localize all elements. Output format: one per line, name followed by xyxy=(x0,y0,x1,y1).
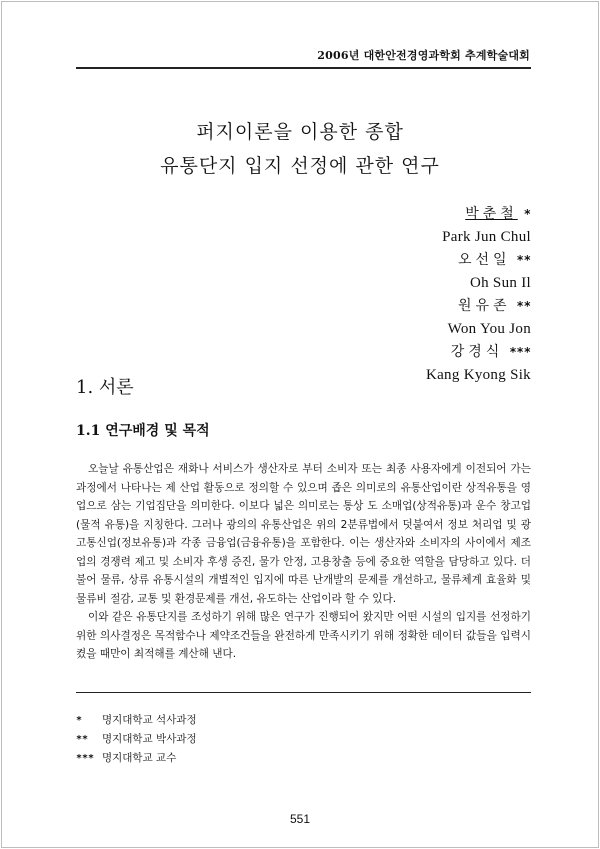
author-4-english: Kang Kyong Sik xyxy=(425,367,531,383)
subsection-heading-background: 1.1 연구배경 및 목적 xyxy=(76,423,210,439)
author-4-korean xyxy=(426,341,531,364)
author-1-english: Park Jun Chul xyxy=(442,229,531,245)
footnote-3-text: 명지대학교 교수 xyxy=(102,752,177,764)
author-block xyxy=(426,203,531,387)
author-1-korean xyxy=(426,203,531,226)
footnote-2-mark: ** xyxy=(76,734,89,745)
footnote-2 xyxy=(76,730,197,749)
author-3-mark: ** xyxy=(516,299,531,313)
author-2-mark: ** xyxy=(516,253,531,267)
author-2-korean xyxy=(426,249,531,272)
author-4-mark: *** xyxy=(509,345,531,359)
footnotes xyxy=(76,711,197,768)
body-paragraph-2: 이와 같은 유통단지를 조성하기 위해 많은 연구가 진행되어 왔지만 어떤 시설의 입지를 선정하기 위한 의사결정은 목적함수나 제약조건들을 완전하게 만족시키기 위해 정확한 데이터 값들을 입력시켰을 때만이 최적해를 계산해 낸다. xyxy=(76,611,531,660)
author-2-korean-name: 오선일 xyxy=(457,252,511,268)
page-number: 551 xyxy=(289,812,311,826)
paper-title-line-2: 유통단지 입지 선정에 관한 연구 xyxy=(160,155,440,177)
footnote-divider xyxy=(76,692,531,693)
author-3-korean xyxy=(426,295,531,318)
footnote-1 xyxy=(76,711,197,730)
author-1-korean-name: 박춘철 xyxy=(465,206,518,222)
author-3-korean-name: 원유존 xyxy=(457,298,511,314)
author-4-korean-name: 강경식 xyxy=(450,344,504,360)
paper-title-line-1: 퍼지이론을 이용한 종합 xyxy=(196,121,404,143)
header-divider xyxy=(76,67,531,69)
conference-header: 2006년 대한안전경영과학회 추계학술대회 xyxy=(317,49,530,62)
author-3-english: Won You Jon xyxy=(447,321,531,337)
section-heading-introduction: 1. 서론 xyxy=(76,377,134,398)
body-paragraph-1: 오늘날 유통산업은 재화나 서비스가 생산자로 부터 소비자 또는 최종 사용자에게 이전되어 가는 과정에서 나타나는 제 산업 활동으로 정의할 수 있으며 좁은 의미로의 유통산업이란 상적유통을 영업으로 삼는 기업집단을 의미한다. 이보다 넓은 의미로는 통상 도 소매업(상적유통)과 운수 창고업(물적 유통)을 지칭한다. 그러나 광의의 유통산업은 위의 2분류법에서 덧붙여서 정보 처리업 및 광고통신업(정보유통)과 각종 금융업(금융유통)을 포함한다. 이는 생산자와 소비자의 사이에서 제조업의 경쟁력 제고 및 소비자 후생 증진, 물가 안정, 고용창출 등에 중요한 역할을 담당하고 있다. 더불어 물류, 상류 유통시설의 개별적인 입지에 따른 난개발의 문제를 개선하고, 물류체계 효율화 및 물류비 절감, 교통 및 환경문제를 개선, 유도하는 산업이라 할 수 있다. xyxy=(76,463,531,605)
footnote-2-text: 명지대학교 박사과정 xyxy=(102,733,197,745)
author-2-english: Oh Sun Il xyxy=(469,275,531,291)
footnote-3-mark: *** xyxy=(76,753,95,764)
body-text xyxy=(76,460,531,664)
footnote-1-text: 명지대학교 석사과정 xyxy=(102,714,197,726)
footnote-3 xyxy=(76,749,197,768)
footnote-1-mark: * xyxy=(76,715,83,726)
author-1-mark: * xyxy=(523,207,531,221)
